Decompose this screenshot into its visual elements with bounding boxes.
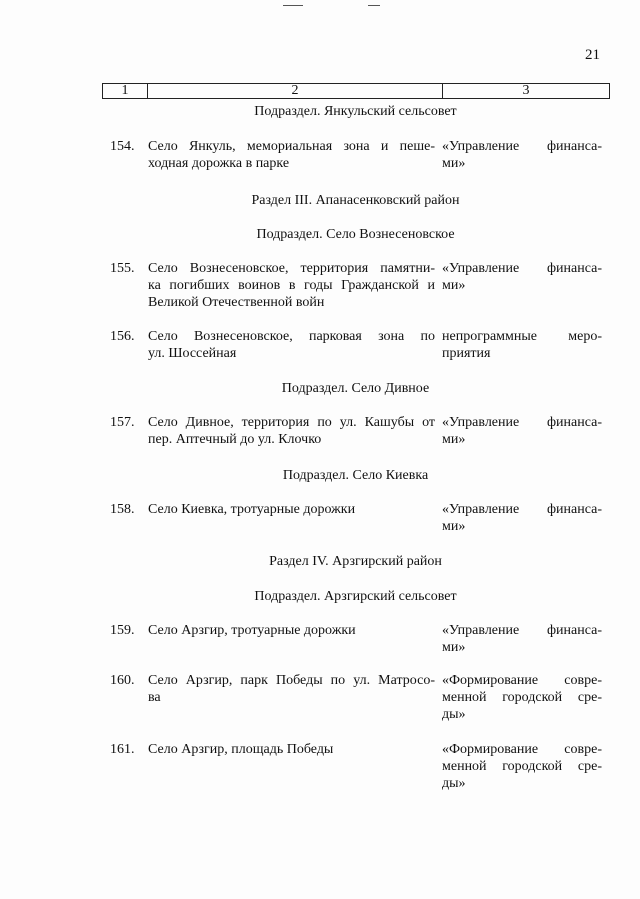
entry-program	[442, 138, 602, 172]
scan-mark	[368, 5, 380, 6]
description-line: ва	[148, 690, 161, 705]
description-line: Село Арзгир, парк Победы по ул. Матросо-	[148, 673, 435, 688]
program-line: «Управление финанса-	[442, 139, 602, 154]
description-line: ходная дорожка в парке	[148, 156, 290, 171]
entry-number: 159.	[110, 623, 135, 638]
entry-program	[442, 741, 602, 792]
entry-number: 157.	[110, 415, 135, 430]
program-line: «Формирование совре-	[442, 742, 602, 757]
description-line: Село Вознесеновское, территория памятни-	[148, 261, 435, 276]
entry-number: 154.	[110, 139, 135, 154]
subsection-heading: Подраздел. Село Дивное	[281, 381, 430, 396]
entry-program	[442, 501, 602, 535]
entry-program	[442, 622, 602, 656]
program-line: менной городской сре-	[442, 759, 602, 774]
entry-description	[148, 622, 435, 639]
entry-description	[148, 328, 435, 362]
entry-number: 161.	[110, 742, 135, 757]
entry-description	[148, 138, 435, 172]
column-header-1: 1	[103, 84, 148, 99]
program-line: ми»	[442, 640, 466, 655]
entry-program	[442, 260, 602, 294]
program-line: ми»	[442, 519, 466, 534]
entry-description	[148, 260, 435, 311]
program-line: ми»	[442, 156, 466, 171]
subsection-heading: Подраздел. Арзгирский сельсовет	[254, 589, 457, 604]
description-line: Село Янкуль, мемориальная зона и пеше-	[148, 139, 435, 154]
entry-description	[148, 672, 435, 706]
program-line: ми»	[442, 278, 466, 293]
scan-mark	[283, 5, 303, 6]
description-line: пер. Аптечный до ул. Клочко	[148, 432, 322, 447]
entry-description	[148, 501, 435, 518]
program-line: ды»	[442, 776, 466, 791]
program-line: «Управление финанса-	[442, 261, 602, 276]
description-line: Село Арзгир, тротуарные дорожки	[148, 623, 356, 638]
entry-program	[442, 328, 602, 362]
program-line: «Формирование совре-	[442, 673, 602, 688]
program-line: ми»	[442, 432, 466, 447]
section-heading: Раздел IV. Арзгирский район	[269, 554, 442, 569]
subsection-heading: Подраздел. Янкульский сельсовет	[254, 104, 457, 119]
description-line: Село Арзгир, площадь Победы	[148, 742, 334, 757]
column-header-2: 2	[148, 84, 443, 99]
page-number: 21	[585, 47, 600, 63]
program-line: приятия	[442, 346, 491, 361]
column-header-3: 3	[443, 84, 610, 99]
description-line: Великой Отечественной войн	[148, 295, 325, 310]
description-line: Село Дивное, территория по ул. Кашубы от	[148, 415, 435, 430]
entry-number: 160.	[110, 673, 135, 688]
description-line: ул. Шоссейная	[148, 346, 237, 361]
program-line: ды»	[442, 707, 466, 722]
entry-program	[442, 414, 602, 448]
entry-number: 155.	[110, 261, 135, 276]
program-line: «Управление финанса-	[442, 623, 602, 638]
program-line: «Управление финанса-	[442, 502, 602, 517]
entry-description	[148, 741, 435, 758]
entry-number: 158.	[110, 502, 135, 517]
program-line: «Управление финанса-	[442, 415, 602, 430]
description-line: ка погибших воинов в годы Гражданской и	[148, 278, 435, 293]
program-line: непрограммные меро-	[442, 329, 602, 344]
entry-number: 156.	[110, 329, 135, 344]
column-header-table	[102, 83, 610, 99]
description-line: Село Киевка, тротуарные дорожки	[148, 502, 356, 517]
subsection-heading: Подраздел. Село Киевка	[282, 468, 429, 483]
subsection-heading: Подраздел. Село Вознесеновское	[256, 227, 455, 242]
program-line: менной городской сре-	[442, 690, 602, 705]
entry-description	[148, 414, 435, 448]
entry-program	[442, 672, 602, 723]
section-heading: Раздел III. Апанасенковский район	[251, 193, 460, 208]
description-line: Село Вознесеновское, парковая зона по	[148, 329, 435, 344]
